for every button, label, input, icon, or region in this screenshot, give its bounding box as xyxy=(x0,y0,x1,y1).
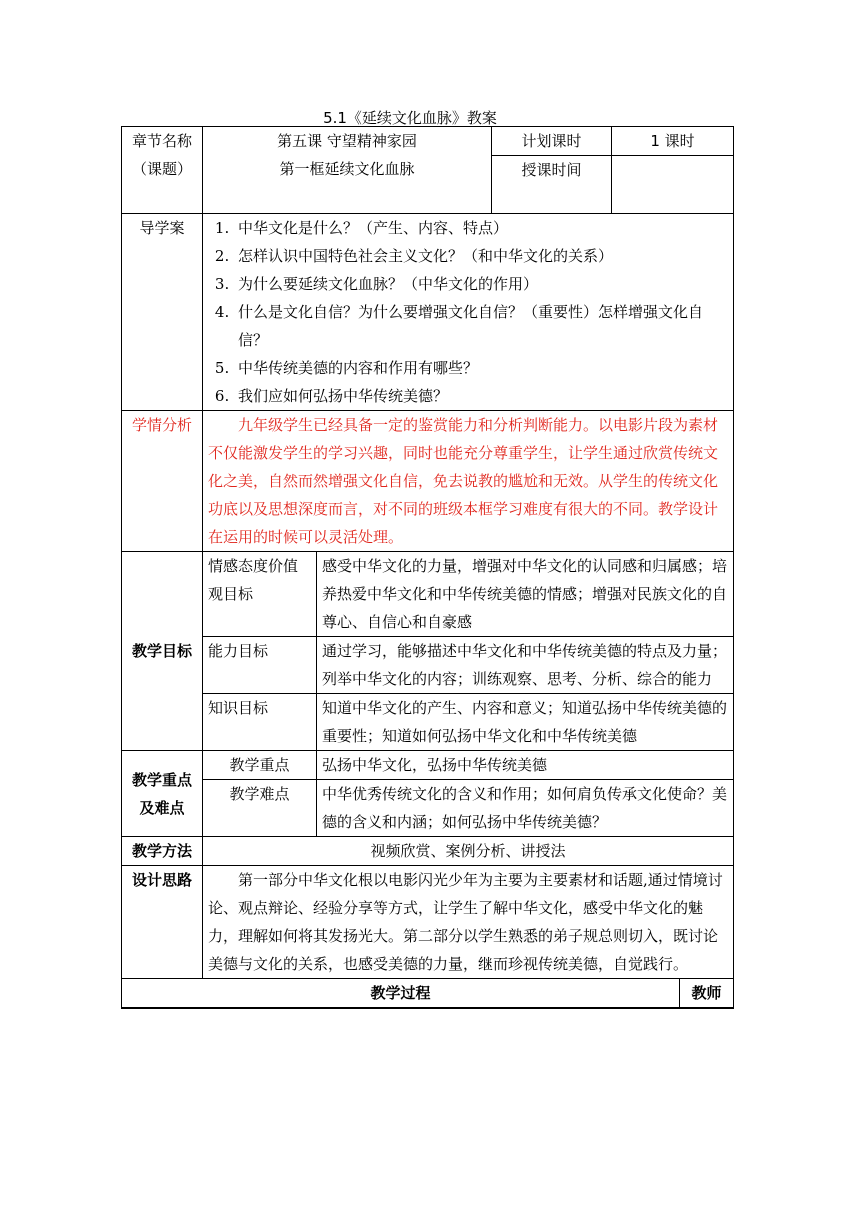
keypoint-text: 弘扬中华文化，弘扬中华传统美德 xyxy=(317,751,734,780)
objective-text: 知道中华文化的产生、内容和意义；知道弘扬中华传统美德的重要性；知道如何弘扬中华文化和中华传统美德 xyxy=(317,694,734,751)
guide-item: 6. 我们应如何弘扬中华传统美德？ xyxy=(234,382,728,410)
analysis-row xyxy=(122,411,734,552)
methods-row xyxy=(122,837,734,866)
lesson-line-1: 第五课 守望精神家园 xyxy=(277,132,417,150)
design-row xyxy=(122,866,734,979)
objective-row xyxy=(122,694,734,751)
keypoint-name: 教学难点 xyxy=(203,780,317,837)
lesson-line-2: 第一框延续文化血脉 xyxy=(279,160,415,178)
guide-label: 导学案 xyxy=(122,214,203,411)
header-row-1 xyxy=(122,127,734,156)
guide-item: 2. 怎样认识中国特色社会主义文化？（和中华文化的关系） xyxy=(234,242,728,270)
objective-name: 能力目标 xyxy=(203,637,317,694)
teacher-label: 教师 xyxy=(680,979,734,1009)
process-header-row xyxy=(122,979,734,1009)
objective-name: 知识目标 xyxy=(203,694,317,751)
planned-hours-value: 1 课时 xyxy=(612,127,734,156)
objective-row xyxy=(122,552,734,637)
objective-name: 情感态度价值观目标 xyxy=(203,552,317,637)
teach-time-value xyxy=(612,156,734,214)
lesson-plan-table xyxy=(121,126,734,1009)
guide-item: 1. 中华文化是什么？（产生、内容、特点） xyxy=(234,214,728,242)
lesson-name-cell xyxy=(203,127,492,214)
design-label: 设计思路 xyxy=(122,866,203,979)
guide-row xyxy=(122,214,734,411)
objective-text: 感受中华文化的力量，增强对中华文化的认同感和归属感；培养热爱中华文化和中华传统美德的情感；增强对民族文化的自尊心、自信心和自豪感 xyxy=(317,552,734,637)
analysis-text: 九年级学生已经具备一定的鉴赏能力和分析判断能力。以电影片段为素材不仅能激发学生的学习兴趣，同时也能充分尊重学生，让学生通过欣赏传统文化之美，自然而然增强文化自信，免去说教的尴尬和无效。从学生的传统文化功底以及思想深度而言，对不同的班级本框学习难度有很大的不同。教学设计在运用的时候可以灵活处理。 xyxy=(203,411,734,552)
guide-content xyxy=(203,214,734,411)
design-text: 第一部分中华文化根以电影闪光少年为主要为主要素材和话题,通过情境讨论、观点辩论、经验分享等方式，让学生了解中华文化，感受中华文化的魅力，理解如何将其发扬光大。第二部分以学生熟悉的弟子规总则切入，既讨论美德与文化的关系，也感受美德的力量，继而珍视传统美德，自觉践行。 xyxy=(203,866,734,979)
objective-text: 通过学习，能够描述中华文化和中华传统美德的特点及力量；列举中华文化的内容；训练观察、思考、分析、综合的能力 xyxy=(317,637,734,694)
guide-item: 4. 什么是文化自信？为什么要增强文化自信？（重要性）怎样增强文化自信？ xyxy=(234,298,728,354)
keypoint-row xyxy=(122,780,734,837)
methods-text: 视频欣赏、案例分析、讲授法 xyxy=(203,837,734,866)
guide-item: 5. 中华传统美德的内容和作用有哪些？ xyxy=(234,354,728,382)
methods-label: 教学方法 xyxy=(122,837,203,866)
page-title: 5.1《延续文化血脉》教案 xyxy=(323,109,497,127)
keypoint-row xyxy=(122,751,734,780)
guide-list xyxy=(208,214,728,410)
objectives-label: 教学目标 xyxy=(122,552,203,751)
chapter-label: 章节名称（课题） xyxy=(122,127,203,214)
keypoint-name: 教学重点 xyxy=(203,751,317,780)
planned-hours-label: 计划课时 xyxy=(492,127,612,156)
process-label: 教学过程 xyxy=(122,979,680,1009)
keypoints-label: 教学重点及难点 xyxy=(122,751,203,837)
keypoint-text: 中华优秀传统文化的含义和作用；如何肩负传承文化使命？美德的含义和内涵；如何弘扬中华传统美德？ xyxy=(317,780,734,837)
objective-row xyxy=(122,637,734,694)
teach-time-label: 授课时间 xyxy=(492,156,612,214)
analysis-label: 学情分析 xyxy=(122,411,203,552)
guide-item: 3. 为什么要延续文化血脉？（中华文化的作用） xyxy=(234,270,728,298)
